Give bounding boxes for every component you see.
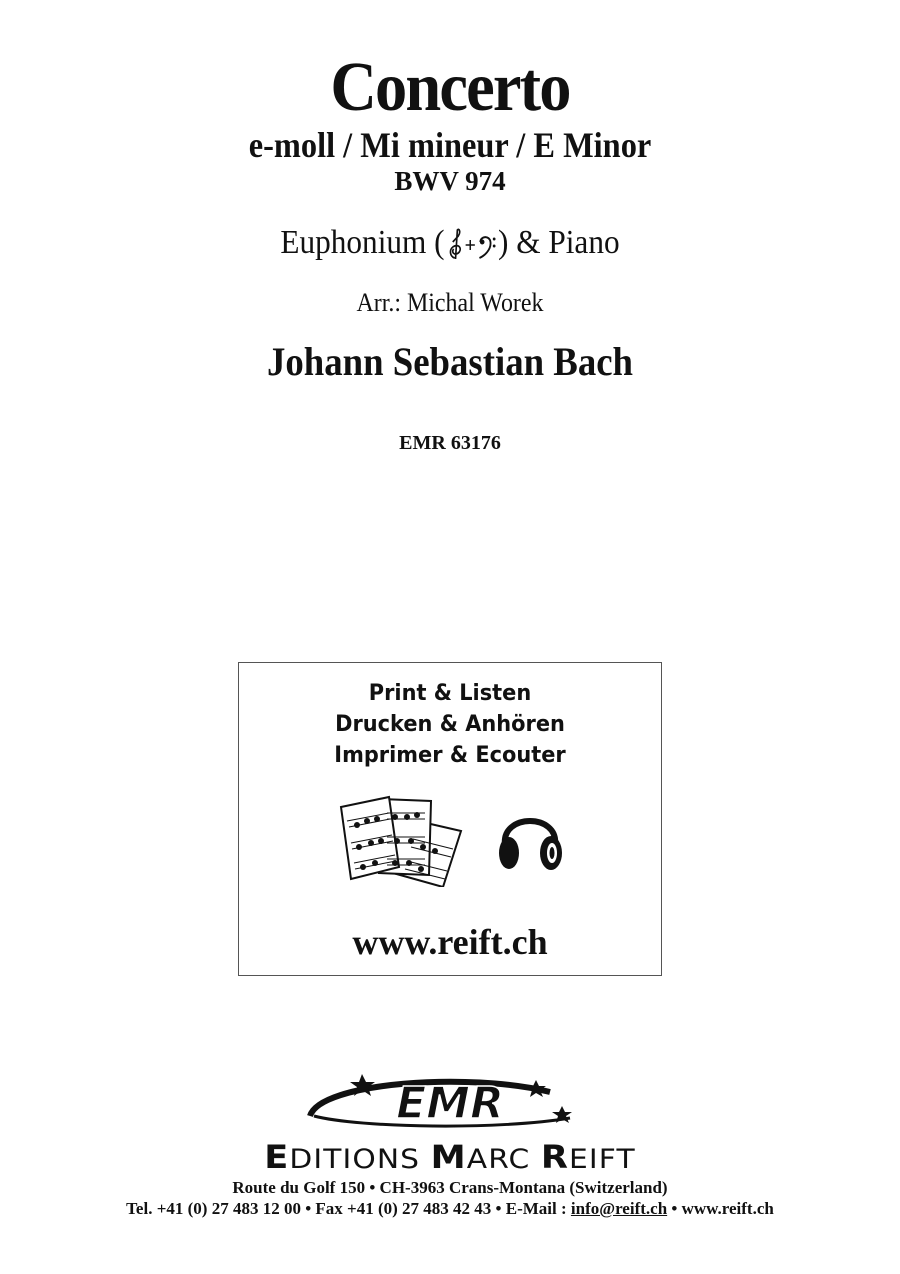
- email-link[interactable]: info@reift.ch: [570, 1199, 668, 1218]
- subtitle: e-moll / Mi mineur / E Minor: [248, 125, 652, 165]
- edition-number: EMR 63176: [399, 432, 501, 454]
- promo-website-link[interactable]: www.reift.ch: [352, 922, 548, 962]
- instrument-text-post: ) & Piano: [497, 224, 620, 261]
- sheet-music-icon: [335, 791, 467, 887]
- title: Concerto: [330, 49, 570, 126]
- instrument-text-pre: Euphonium (: [280, 224, 445, 261]
- publisher-name: EDITIONS MARC REIFT: [264, 1138, 636, 1176]
- promo-line-english: Print & Listen: [368, 681, 532, 706]
- promo-line-german: Drucken & Anhören: [335, 712, 565, 737]
- treble-bass-clef-icon: [446, 228, 498, 262]
- headphones-icon: [495, 801, 565, 877]
- print-listen-box: [238, 662, 662, 976]
- publisher-contact: [0, 1199, 900, 1219]
- promo-line-french: Imprimer & Ecouter: [334, 743, 566, 768]
- contact-phone-fax: Tel. +41 (0) 27 483 12 00 • Fax +41 (0) 27 483 42 43 • E-Mail :: [126, 1199, 571, 1218]
- footer-website[interactable]: • www.reift.ch: [667, 1199, 774, 1218]
- emr-logo-text: EMR: [396, 1078, 504, 1129]
- emr-logo: [300, 1072, 600, 1134]
- publisher-address: Route du Golf 150 • CH-3963 Crans-Montana (Switzerland): [232, 1178, 668, 1197]
- arranger: Arr.: Michal Worek: [356, 288, 544, 317]
- composer: Johann Sebastian Bach: [266, 339, 634, 384]
- bwv-number: BWV 974: [394, 166, 506, 196]
- instrumentation: [36, 224, 864, 262]
